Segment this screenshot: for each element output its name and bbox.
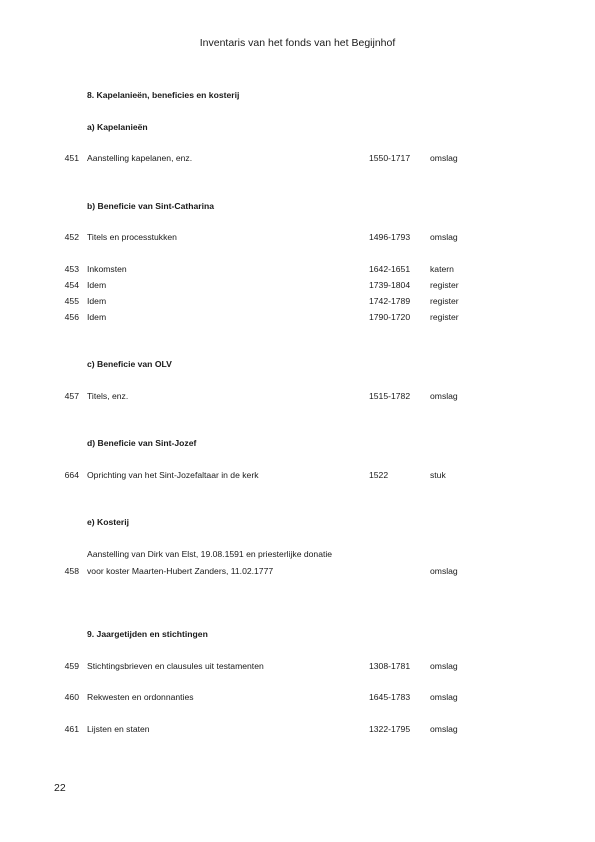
entry-date: 1322-1795 [369, 724, 411, 734]
entry-kind: omslag [430, 153, 458, 163]
entry-number: 459 [64, 661, 79, 671]
entry-number: 460 [64, 692, 79, 702]
entry-kind: omslag [430, 566, 458, 576]
entry-date: 1496-1793 [369, 232, 411, 242]
entry-date: 1739-1804 [369, 280, 411, 290]
entry-date: 1645-1783 [369, 692, 411, 702]
entry-number: 453 [64, 264, 79, 274]
entry-title: Inkomsten [87, 264, 127, 274]
entry-title-line1: Aanstelling van Dirk van Elst, 19.08.1591 en priesterlijke donatie [87, 549, 333, 559]
entry-kind: omslag [430, 692, 458, 702]
entry-kind: katern [430, 264, 454, 274]
entry-date: 1550-1717 [369, 153, 411, 163]
subsection-heading-b: b) Beneficie van Sint-Catharina [87, 201, 215, 211]
entry-date: 1522 [369, 470, 389, 480]
entry-number: 461 [64, 724, 79, 734]
entry-title: Idem [87, 296, 107, 306]
entry-number: 457 [64, 391, 79, 401]
entry-kind: register [430, 280, 459, 290]
subsection-heading-e: e) Kosterij [87, 517, 130, 527]
page-number: 22 [54, 782, 66, 794]
entry-kind: register [430, 312, 459, 322]
entry-date: 1790-1720 [369, 312, 411, 322]
entry-number: 458 [64, 566, 79, 576]
entry-number: 664 [64, 470, 79, 480]
entry-title: Titels, enz. [87, 391, 129, 401]
entry-number: 455 [64, 296, 79, 306]
entry-kind: omslag [430, 661, 458, 671]
entry-date: 1642-1651 [369, 264, 411, 274]
section-heading-8: 8. Kapelanieën, beneficies en kosterij [87, 90, 240, 100]
entry-number: 452 [64, 232, 79, 242]
entry-title: Oprichting van het Sint-Jozefaltaar in de kerk [87, 470, 259, 480]
subsection-heading-a: a) Kapelanieën [87, 122, 148, 132]
entry-title: Rekwesten en ordonnanties [87, 692, 194, 702]
entry-title: Titels en processtukken [87, 232, 177, 242]
entry-kind: omslag [430, 724, 458, 734]
entry-date: 1515-1782 [369, 391, 411, 401]
entry-title: Stichtingsbrieven en clausules uit testamenten [87, 661, 264, 671]
entry-kind: stuk [430, 470, 446, 480]
subsection-heading-c: c) Beneficie van OLV [87, 359, 172, 369]
entry-kind: omslag [430, 391, 458, 401]
subsection-heading-d: d) Beneficie van Sint-Jozef [87, 438, 197, 448]
section-heading-9: 9. Jaargetijden en stichtingen [87, 629, 208, 639]
entry-number: 454 [64, 280, 79, 290]
entry-kind: omslag [430, 232, 458, 242]
entry-kind: register [430, 296, 459, 306]
page-header: Inventaris van het fonds van het Begijnhof [199, 37, 396, 49]
entry-number: 456 [64, 312, 79, 322]
entry-title-line2: voor koster Maarten-Hubert Zanders, 11.02.1777 [87, 566, 274, 576]
entry-date: 1742-1789 [369, 296, 411, 306]
entry-title: Idem [87, 312, 107, 322]
entry-title: Lijsten en staten [87, 724, 150, 734]
entry-date: 1308-1781 [369, 661, 411, 671]
entry-title: Aanstelling kapelanen, enz. [87, 153, 193, 163]
entry-number: 451 [64, 153, 79, 163]
entry-title: Idem [87, 280, 107, 290]
